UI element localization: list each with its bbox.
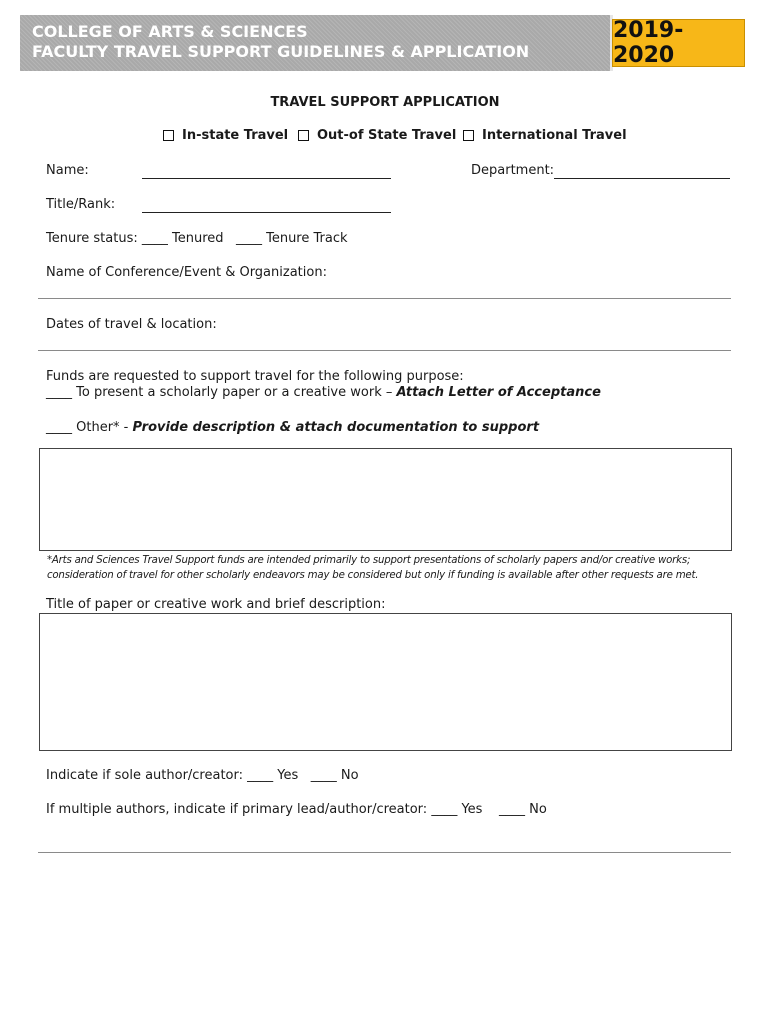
purpose-paper-text: To present a scholarly paper or a creative work –: [76, 385, 393, 400]
multi-no-label: No: [529, 802, 547, 817]
sole-yes-label: Yes: [277, 768, 299, 783]
funding-note-line1: *Arts and Sciences Travel Support funds are intended primarily to support presentations of scholarly papers and/or creative works;: [47, 555, 691, 566]
tenured-blank[interactable]: ____: [141, 231, 168, 246]
funding-note-line2: consideration of travel for other scholarly endeavors may be considered but only if funding is available after other requests are met.: [47, 570, 699, 581]
header-college-title: COLLEGE OF ARTS & SCIENCES: [32, 22, 308, 41]
provide-description-note: Provide description & attach documentation to support: [132, 420, 540, 435]
multi-author-row: [46, 802, 547, 817]
checkbox-label: In-state Travel: [182, 128, 289, 143]
paper-title-label: Title of paper or creative work and brief description:: [46, 597, 386, 612]
year-text: 2019-2020: [613, 18, 684, 68]
funding-note: [47, 553, 698, 583]
sole-yes-blank[interactable]: ____: [247, 768, 274, 783]
bottom-divider: [38, 852, 731, 853]
sole-author-row: [46, 768, 359, 783]
checkbox-label: International Travel: [482, 128, 627, 143]
multi-no-blank[interactable]: ____: [498, 802, 525, 817]
checkbox-icon[interactable]: [298, 130, 309, 141]
year-badge: [612, 19, 745, 67]
title-rank-field[interactable]: [142, 212, 391, 213]
conference-field[interactable]: [38, 298, 731, 299]
dates-field[interactable]: [38, 350, 731, 351]
checkbox-label: Out-of State Travel: [317, 128, 457, 143]
multi-yes-label: Yes: [461, 802, 483, 817]
conference-label: Name of Conference/Event & Organization:: [46, 265, 327, 280]
sole-author-label: Indicate if sole author/creator:: [46, 768, 244, 783]
purpose-paper-blank[interactable]: ____: [46, 385, 72, 400]
name-field[interactable]: [142, 178, 391, 179]
tenure-status-label: Tenure status:: [46, 231, 138, 246]
department-field[interactable]: [554, 178, 730, 179]
purpose-other-text: Other* -: [76, 420, 129, 435]
checkbox-icon[interactable]: [163, 130, 174, 141]
checkbox-in-state-travel[interactable]: [163, 128, 288, 143]
sole-no-blank[interactable]: ____: [310, 768, 337, 783]
paper-description-textarea[interactable]: [39, 613, 732, 751]
tenure-track-label: Tenure Track: [266, 231, 348, 246]
purpose-paper-row: [46, 385, 601, 400]
dates-label: Dates of travel & location:: [46, 317, 217, 332]
funds-intro: Funds are requested to support travel for the following purpose:: [46, 369, 464, 384]
department-label: Department:: [471, 163, 555, 178]
header-form-title: FACULTY TRAVEL SUPPORT GUIDELINES & APPLICATION: [32, 42, 530, 61]
other-description-textarea[interactable]: [39, 448, 732, 551]
name-label: Name:: [46, 163, 89, 178]
tenured-label: Tenured: [172, 231, 224, 246]
purpose-other-blank[interactable]: ____: [46, 420, 72, 435]
multi-yes-blank[interactable]: ____: [431, 802, 458, 817]
tenure-track-blank[interactable]: ____: [235, 231, 262, 246]
attach-acceptance-note: Attach Letter of Acceptance: [396, 385, 601, 400]
sole-no-label: No: [340, 768, 359, 783]
title-rank-label: Title/Rank:: [46, 197, 116, 212]
page-title: TRAVEL SUPPORT APPLICATION: [270, 95, 500, 110]
checkbox-out-of-state-travel[interactable]: [298, 128, 456, 143]
multi-author-label: If multiple authors, indicate if primary lead/author/creator:: [46, 802, 428, 817]
purpose-other-row: [46, 420, 539, 435]
checkbox-international-travel[interactable]: [463, 128, 627, 143]
checkbox-icon[interactable]: [463, 130, 474, 141]
tenure-status-row: [46, 231, 348, 246]
